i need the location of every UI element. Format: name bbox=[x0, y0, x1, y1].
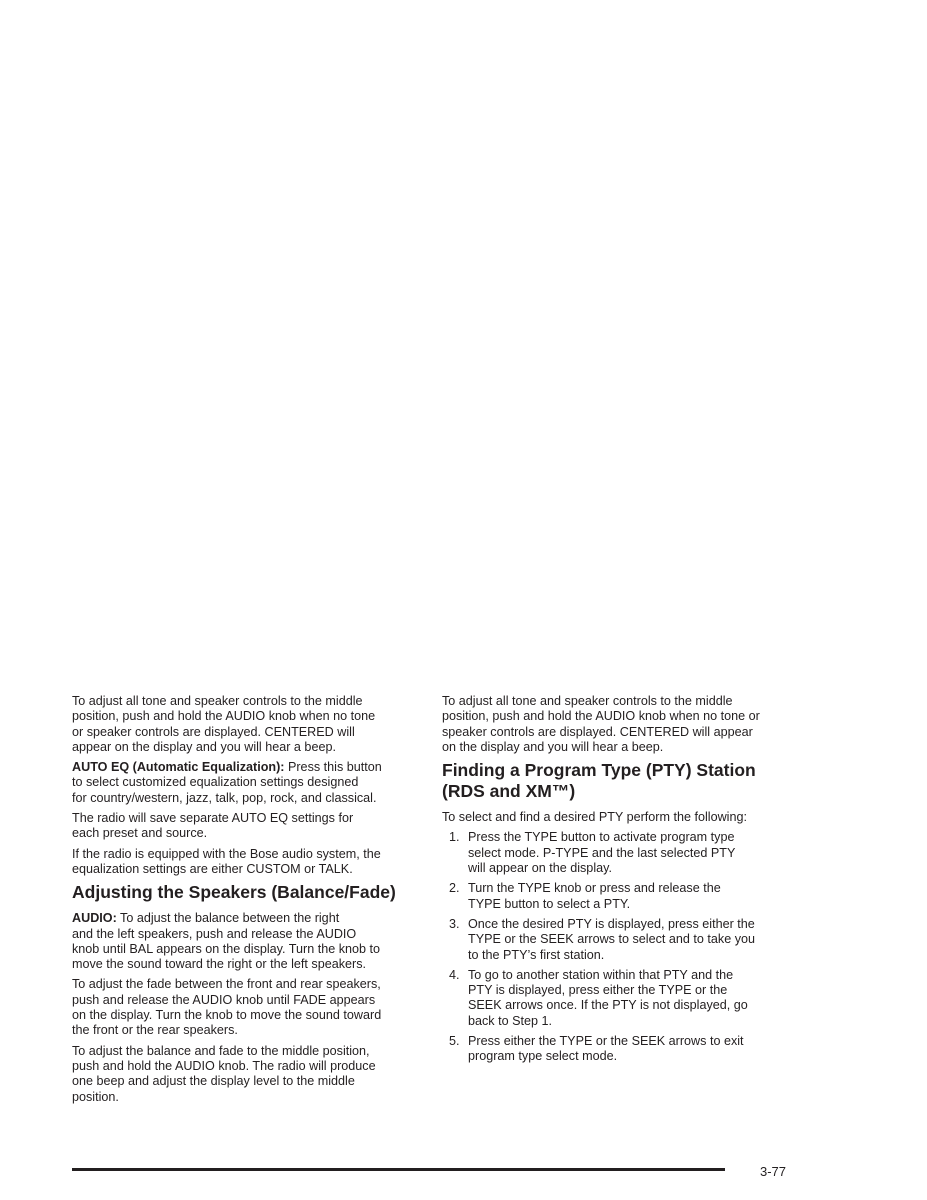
auto-eq-lead: AUTO EQ (Automatic Equalization): bbox=[72, 760, 285, 775]
list-item bbox=[442, 830, 792, 876]
step-number: 3. bbox=[449, 916, 460, 931]
balance-fade-center-paragraph: To adjust the balance and fade to the middle position, push and hold the AUDIO knob. The radio will produce one beep and adjust the display level to the middle position. bbox=[72, 1043, 376, 1104]
left-column bbox=[72, 694, 422, 1110]
right-column bbox=[442, 694, 792, 1070]
step-text: Once the desired PTY is displayed, press either the TYPE or the SEEK arrows to select and to take you to the PTY’s first station. bbox=[468, 916, 755, 962]
list-item bbox=[442, 968, 792, 1029]
pty-intro: To select and find a desired PTY perform the following: bbox=[442, 810, 747, 825]
step-text: Press the TYPE button to activate program type select mode. P-TYPE and the last selected PTY will appear on the display. bbox=[468, 830, 736, 876]
audio-text: To adjust the balance between the right and the left speakers, push and release the AUDIO knob until BAL appears on the display. Turn the knob to move the sound toward the right or the left speakers. bbox=[72, 911, 381, 972]
audio-balance-paragraph bbox=[72, 911, 422, 972]
step-number: 1. bbox=[449, 830, 460, 845]
fade-paragraph: To adjust the fade between the front and rear speakers, push and release the AUDIO knob until FADE appears on the display. Turn the knob to move the sound toward the front or the rear speakers. bbox=[72, 977, 382, 1038]
list-item bbox=[442, 917, 792, 963]
auto-eq-preset-paragraph: The radio will save separate AUTO EQ settings for each preset and source. bbox=[72, 811, 354, 841]
list-item bbox=[442, 881, 792, 912]
audio-lead: AUDIO: bbox=[72, 911, 117, 926]
step-text: Turn the TYPE knob or press and release the TYPE button to select a PTY. bbox=[468, 881, 721, 911]
step-text: To go to another station within that PTY and the PTY is displayed, press either the TYPE or the SEEK arrows once. If the PTY is not displayed, go back to Step 1. bbox=[468, 967, 748, 1028]
tone-centering-paragraph-right: To adjust all tone and speaker controls to the middle position, push and hold the AUDIO knob when no tone or speaker controls are displayed. CENTERED will appear on the display and you will hear a beep. bbox=[442, 694, 760, 754]
pty-steps-list bbox=[442, 830, 792, 1064]
footer-rule bbox=[72, 1168, 725, 1171]
list-item bbox=[442, 1034, 792, 1065]
step-number: 4. bbox=[449, 967, 460, 982]
pty-heading: Finding a Program Type (PTY) Station (RDS and XM™) bbox=[442, 760, 756, 802]
tone-centering-paragraph: To adjust all tone and speaker controls to the middle position, push and hold the AUDIO knob when no tone or speaker controls are displayed. CENTERED will appear on the display and you will hear a beep. bbox=[72, 694, 376, 754]
step-number: 5. bbox=[449, 1034, 460, 1049]
page-number: 3-77 bbox=[760, 1164, 787, 1179]
bose-paragraph: If the radio is equipped with the Bose audio system, the equalization settings are either CUSTOM or TALK. bbox=[72, 846, 381, 876]
speakers-heading: Adjusting the Speakers (Balance/Fade) bbox=[72, 882, 396, 903]
step-text: Press either the TYPE or the SEEK arrows to exit program type select mode. bbox=[468, 1034, 744, 1064]
auto-eq-paragraph bbox=[72, 760, 422, 806]
step-number: 2. bbox=[449, 881, 460, 896]
auto-eq-text: Press this button to select customized equalization settings designed for country/western, jazz, talk, pop, rock, and classical. bbox=[72, 760, 382, 805]
